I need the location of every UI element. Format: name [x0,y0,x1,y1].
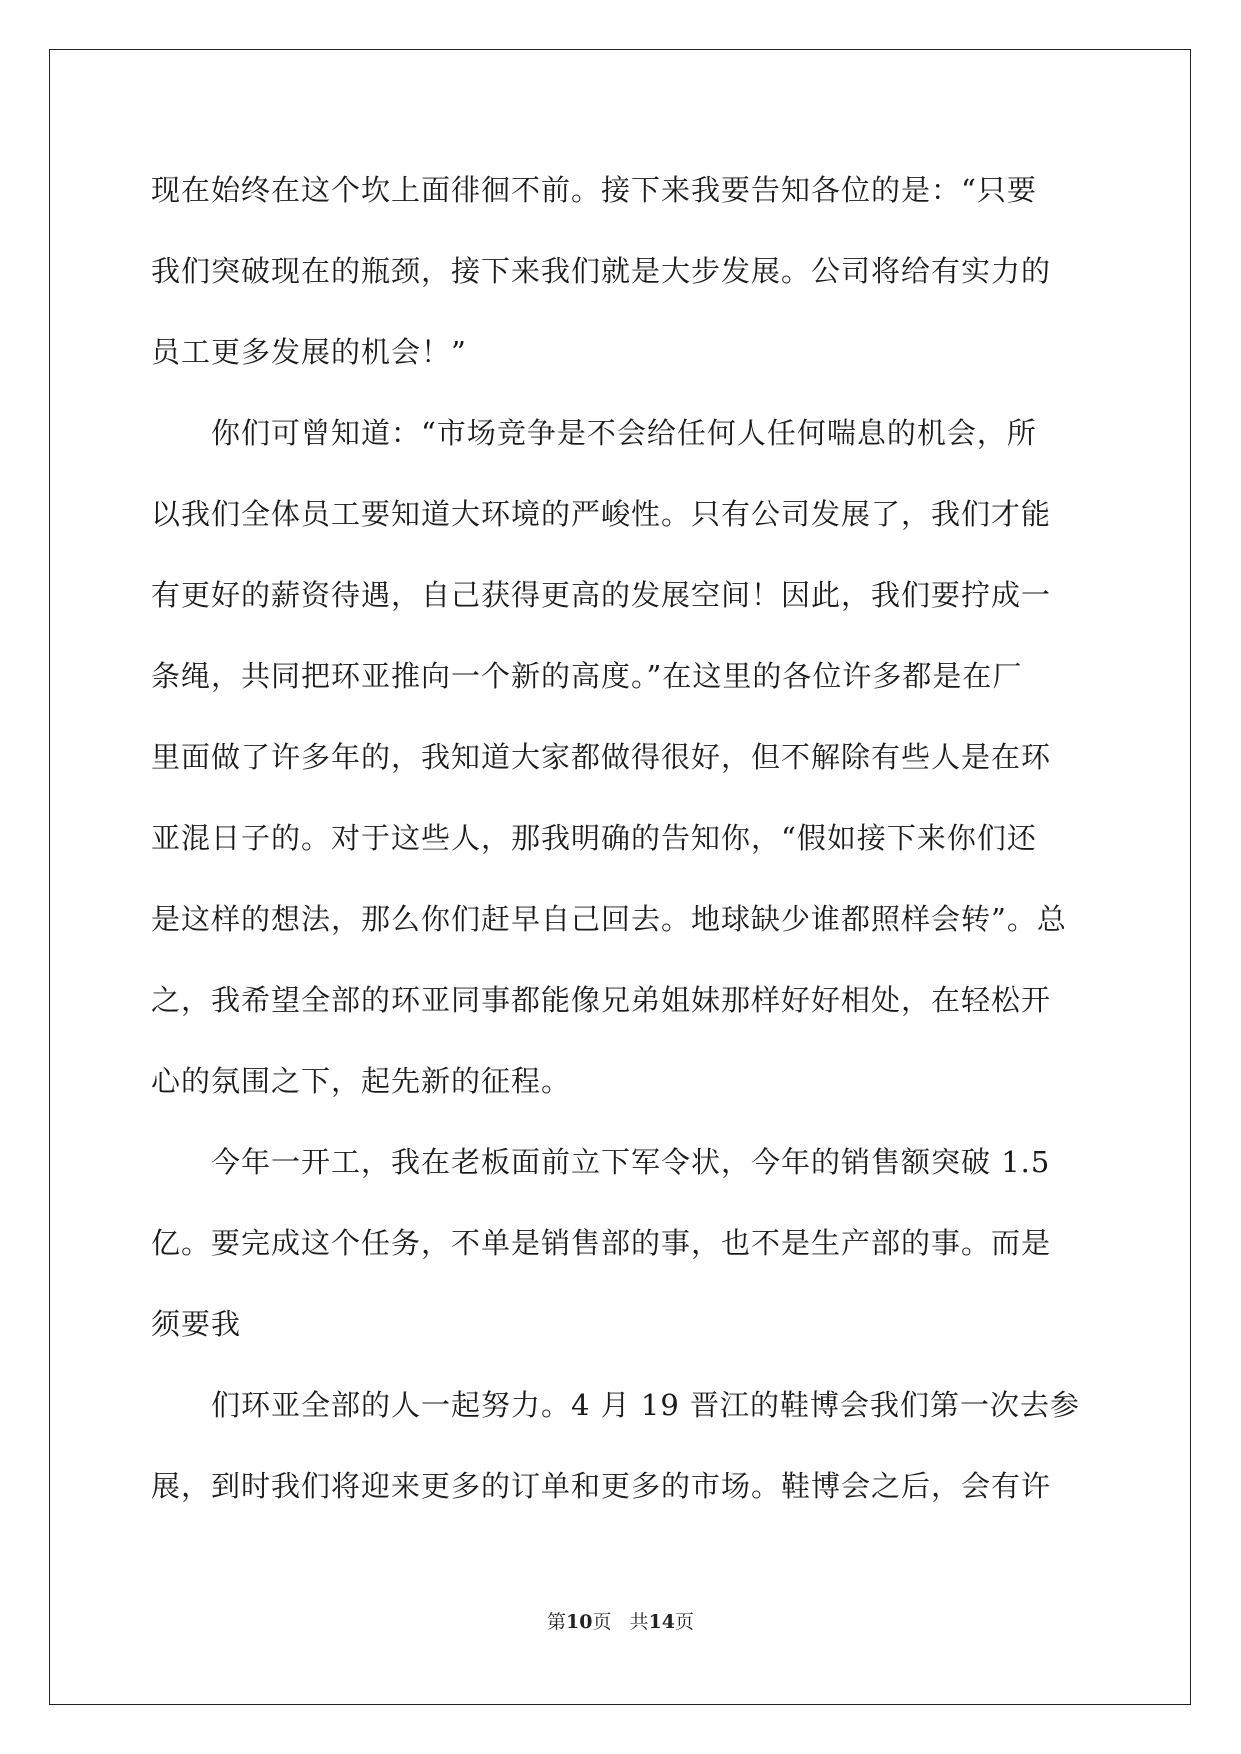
total-prefix: 共 [629,1611,649,1633]
text-line: 我们突破现在的瓶颈，接下来我们就是大步发展。公司将给有实力的 [151,254,1052,288]
text-line: 是这样的想法，那么你们赶早自己回去。地球缺少谁都照样会转”。总 [151,902,1067,936]
text-line: 之，我希望全部的环亚同事都能像兄弟姐妹那样好好相处，在轻松开 [151,983,1052,1017]
page-footer [0,1610,1241,1634]
document-body [151,160,1091,1537]
text-line: 心的氛围之下，起先新的征程。 [151,1064,572,1098]
text-line: 展，到时我们将迎来更多的订单和更多的市场。鞋博会之后，会有许 [151,1469,1052,1503]
text-line: 现在始终在这个坎上面徘徊不前。接下来我要告知各位的是：“只要 [151,173,1037,207]
text-line: 们环亚全部的人一起努力。4 月 19 晋江的鞋博会我们第一次去参 [151,1388,1081,1422]
total-pages: 14 [648,1611,675,1633]
text-line: 以我们全体员工要知道大环境的严峻性。只有公司发展了，我们才能 [151,497,1052,531]
page-suffix: 页 [592,1611,612,1633]
text-line: 须要我 [151,1307,242,1341]
text-line: 员工更多发展的机会！” [151,335,467,369]
text-line: 有更好的薪资待遇，自己获得更高的发展空间！因此，我们要拧成一 [151,578,1052,612]
text-line: 里面做了许多年的，我知道大家都做得很好，但不解除有些人是在环 [151,740,1052,774]
text-line: 亚混日子的。对于这些人，那我明确的告知你，“假如接下来你们还 [151,821,1037,855]
page-number: 10 [566,1611,593,1633]
text-line: 今年一开工，我在老板面前立下军令状，今年的销售额突破 1.5 [151,1145,1051,1179]
total-suffix: 页 [674,1611,694,1633]
text-line: 亿。要完成这个任务，不单是销售部的事，也不是生产部的事。而是 [151,1226,1052,1260]
page-prefix: 第 [547,1611,567,1633]
text-line: 你们可曾知道：“市场竞争是不会给任何人任何喘息的机会，所 [151,416,1037,450]
text-line: 条绳，共同把环亚推向一个新的高度。”在这里的各位许多都是在厂 [151,659,1023,693]
